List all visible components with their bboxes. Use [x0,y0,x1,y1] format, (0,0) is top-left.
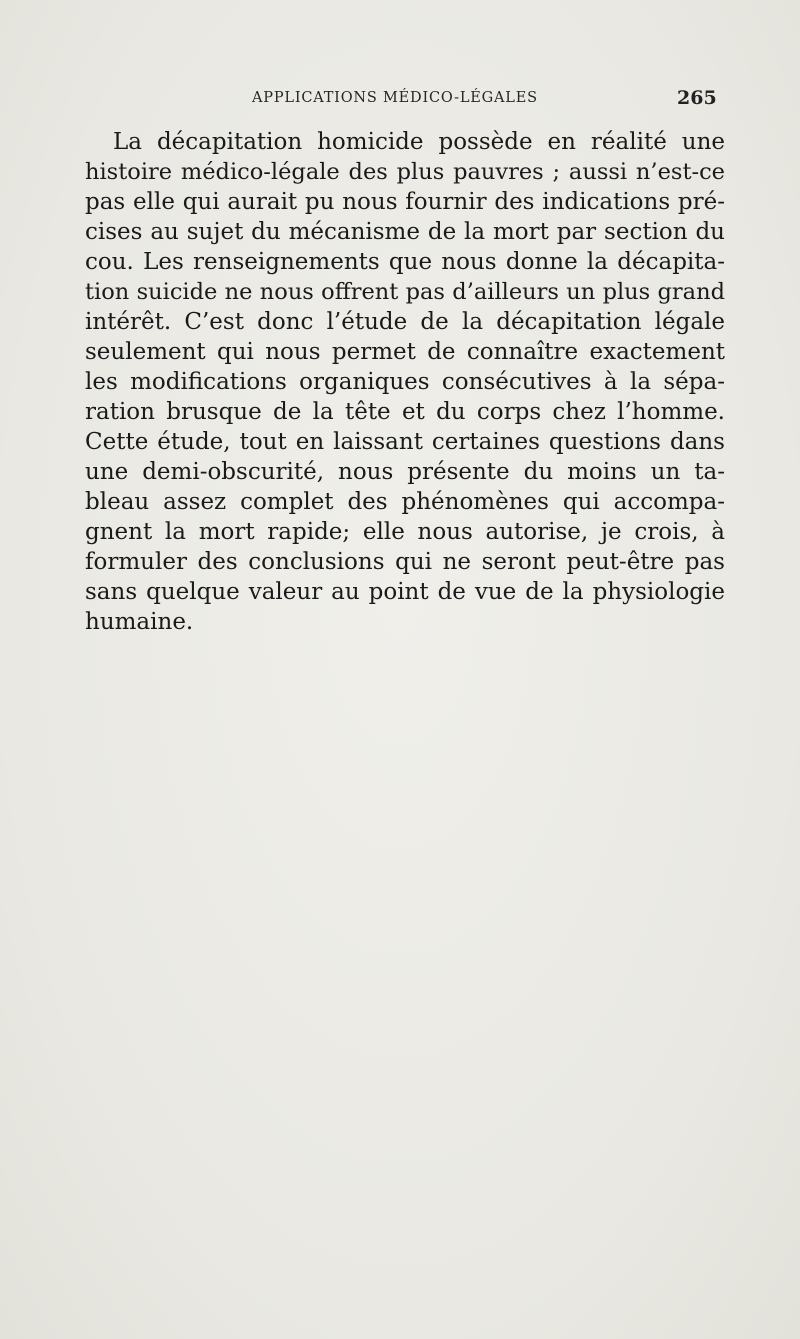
text-line: ration brusque de la tête et du corps chez l’homme. [85,399,725,425]
text-line: formuler des conclusions qui ne seront peut-être pas [85,549,725,575]
text-line: une demi-obscurité, nous présente du moins un ta- [85,459,725,485]
text-line: pas elle qui aurait pu nous fournir des indications pré- [85,189,725,215]
text-line: Cette étude, tout en laissant certaines questions dans [85,429,725,455]
running-head [0,87,800,114]
text-line: cises au sujet du mécanisme de la mort par section du [85,219,725,245]
running-title: APPLICATIONS MÉDICO-LÉGALES [252,90,538,106]
page-number: 265 [677,87,717,109]
text-line: cou. Les renseignements que nous donne la décapita- [85,249,725,275]
text-line: intérêt. C’est donc l’étude de la décapitation légale [85,309,725,335]
text-line: tion suicide ne nous offrent pas d’ailleurs un plus grand [85,279,725,305]
text-line: La décapitation homicide possède en réalité une [113,129,725,155]
text-line: gnent la mort rapide; elle nous autorise, je crois, à [85,519,725,545]
text-line: bleau assez complet des phénomènes qui accompa- [85,489,725,515]
text-line: humaine. [85,609,194,635]
text-line: seulement qui nous permet de connaître exactement [85,339,725,365]
text-line: les modifications organiques consécutives à la sépa- [85,369,725,395]
paragraph [85,127,725,637]
text-line: sans quelque valeur au point de vue de la physiologie [85,579,725,605]
text-line: histoire médico-légale des plus pauvres ; aussi n’est-ce [85,159,725,185]
